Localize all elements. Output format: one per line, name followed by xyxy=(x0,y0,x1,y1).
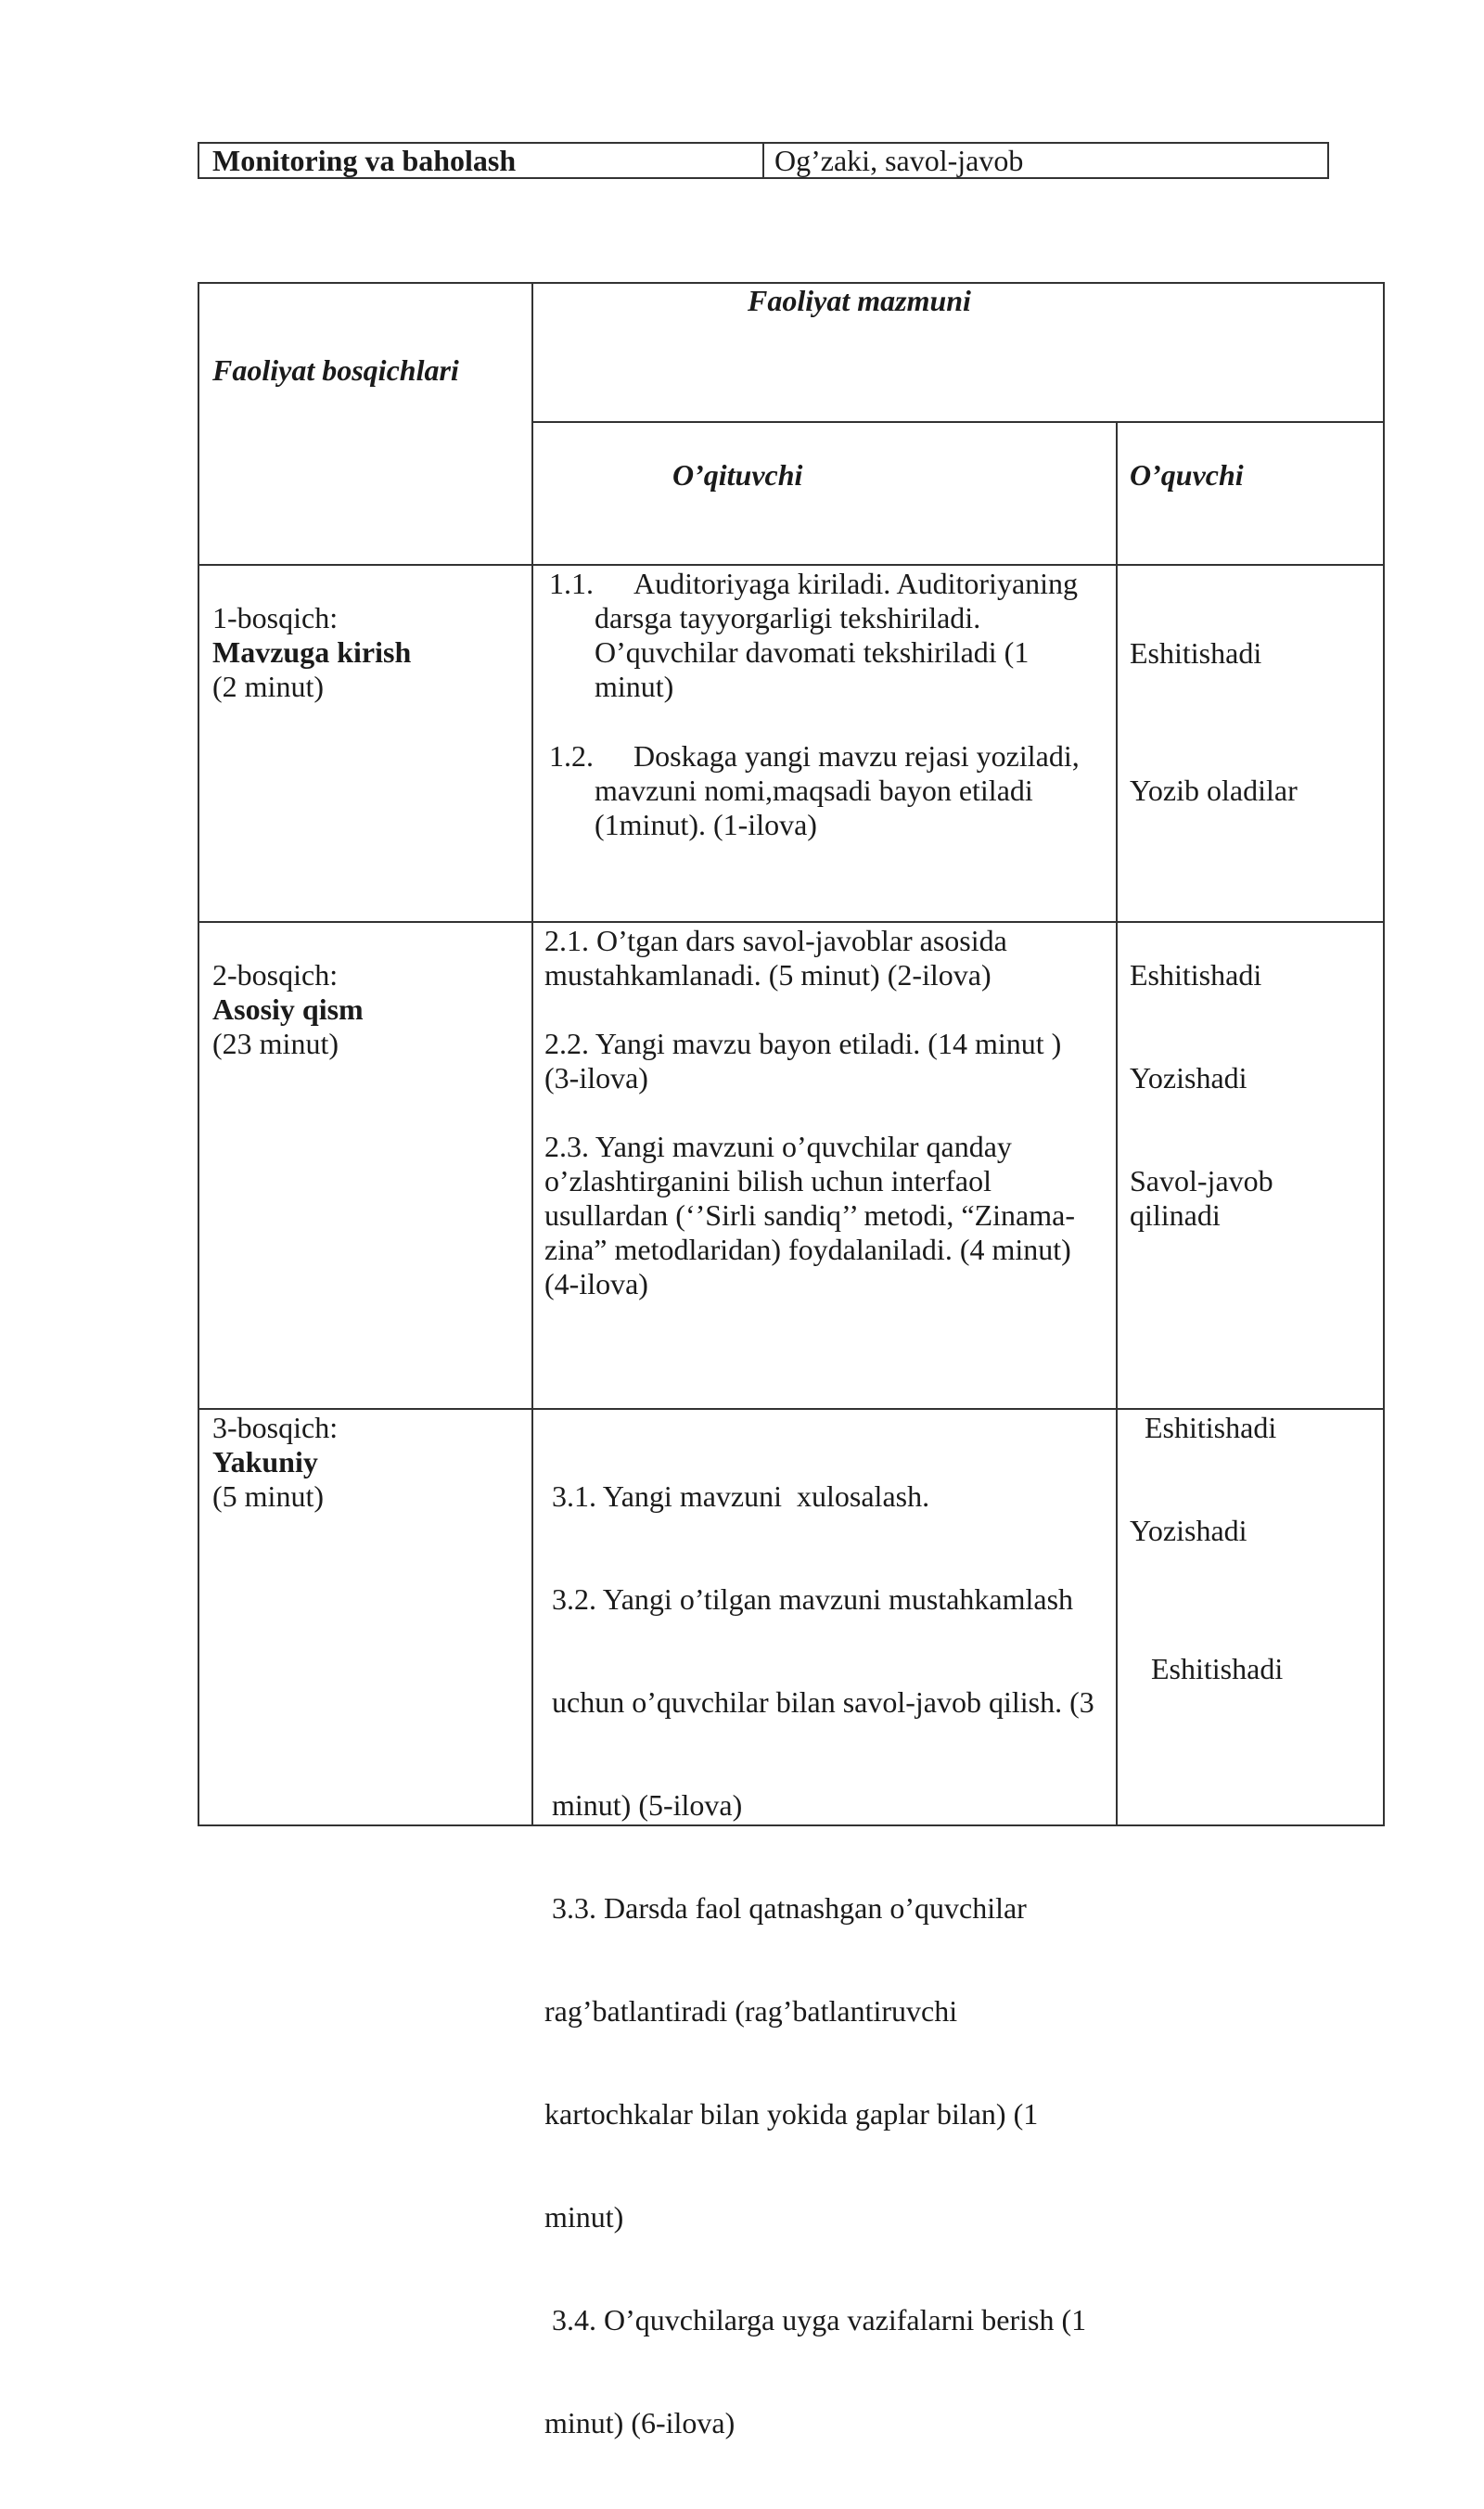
stage3-teacher-items xyxy=(544,1411,1094,2509)
stage2-teacher-item-3-line5: (4-ilova) xyxy=(544,1267,648,1300)
header-student: O’quvchi xyxy=(1130,458,1244,492)
stage3-teacher-line2: 3.2. Yangi o’tilgan mavzuni mustahkamlash xyxy=(544,1582,1074,1616)
stage3-teacher-line7: kartochkalar bilan yokida gaplar bilan) (1 xyxy=(544,2097,1039,2131)
stage2-teacher-item-3-line1: 2.3. Yangi mavzuni o’quvchilar qanday xyxy=(544,1130,1012,1163)
stage1-item-1-line3: O’quvchilar davomati tekshiriladi (1 xyxy=(595,635,1030,669)
stage3-student-3: Eshitishadi xyxy=(1151,1652,1284,1685)
stage3-student-1: Eshitishadi xyxy=(1145,1411,1277,1444)
stage3-student-2: Yozishadi xyxy=(1130,1514,1247,1547)
stage1-item-1-line1: Auditoriyaga kiriladi. Auditoriyaning xyxy=(633,567,1079,600)
stage2-student-1: Eshitishadi xyxy=(1130,958,1262,992)
stage1-title: Mavzuga kirish xyxy=(212,635,412,669)
stage3-teacher-line4: minut) (5-ilova) xyxy=(544,1788,743,1822)
monitoring-value: Og’zaki, savol-javob xyxy=(774,144,1024,177)
stage1-student-2: Yozib oladilar xyxy=(1130,774,1298,807)
stage3-teacher-line1: 3.1. Yangi mavzuni xulosalash. xyxy=(544,1479,930,1513)
stage3-label xyxy=(212,1411,338,1514)
header-stages: Faoliyat bosqichlari xyxy=(212,353,459,387)
stage1-item-1-line2: darsga tayyorgarligi tekshiriladi. xyxy=(595,601,981,634)
stage1-duration: (2 minut) xyxy=(212,670,324,703)
stage1-item-2-line1: Doskaga yangi mavzu rejasi yoziladi, xyxy=(633,739,1080,773)
stage2-teacher-item-1-line2: mustahkamlanadi. (5 minut) (2-ilova) xyxy=(544,958,991,992)
stage3-teacher-line6: rag’batlantiradi (rag’batlantiruvchi xyxy=(544,1994,958,2028)
stage2-duration: (23 minut) xyxy=(212,1027,339,1060)
stage2-teacher-item-2-line2: (3-ilova) xyxy=(544,1061,648,1094)
stage1-name: 1-bosqich: xyxy=(212,601,339,634)
stage3-duration: (5 minut) xyxy=(212,1479,324,1513)
stage2-teacher-item-2-line1: 2.2. Yangi mavzu bayon etiladi. (14 minut ) xyxy=(544,1027,1062,1060)
stage1-label xyxy=(212,601,411,704)
stage1-item-1-number: 1.1. xyxy=(549,567,594,600)
stage2-teacher-item-3-line4: zina” metodlaridan) foydalaniladi. (4 minut) xyxy=(544,1233,1071,1266)
stage3-teacher-line8: minut) xyxy=(544,2200,624,2234)
stage3-title: Yakuniy xyxy=(212,1445,318,1479)
stage3-teacher-line10: minut) (6-ilova) xyxy=(544,2406,736,2439)
stage2-student-3-line2: qilinadi xyxy=(1130,1198,1221,1232)
stage1-item-2-number: 1.2. xyxy=(549,739,594,773)
stage1-student-1: Eshitishadi xyxy=(1130,636,1262,670)
stage2-teacher-item-3-line3: usullardan (‘’Sirli sandiq’’ metodi, “Zinama- xyxy=(544,1198,1075,1232)
stage2-student-3 xyxy=(1130,1164,1273,1233)
stage2-teacher-item-1-line1: 2.1. O’tgan dars savol-javoblar asosida xyxy=(544,924,1007,957)
stage1-item-2-line2: mavzuni nomi,maqsadi bayon etiladi xyxy=(595,774,1033,807)
stage2-title: Asosiy qism xyxy=(212,992,364,1026)
stage2-name: 2-bosqich: xyxy=(212,958,339,992)
stage2-student-2: Yozishadi xyxy=(1130,1061,1247,1094)
stage3-teacher-line5: 3.3. Darsda faol qatnashgan o’quvchilar xyxy=(544,1891,1027,1925)
stage2-label xyxy=(212,958,364,1061)
monitoring-label: Monitoring va baholash xyxy=(212,144,517,177)
stage1-item-1-line4: minut) xyxy=(595,670,674,703)
stage3-name: 3-bosqich: xyxy=(212,1411,339,1444)
stage2-teacher-item-3 xyxy=(544,1130,1075,1301)
stage3-teacher-line3: uchun o’quvchilar bilan savol-javob qilish. (3 xyxy=(544,1685,1094,1719)
stage2-teacher-item-1 xyxy=(544,924,1007,992)
header-content: Faoliyat mazmuni xyxy=(748,284,971,317)
stage2-teacher-item-2 xyxy=(544,1027,1061,1095)
stage2-teacher-item-3-line2: o’zlashtirganini bilish uchun interfaol xyxy=(544,1164,991,1197)
stage1-item-2-line3: (1minut). (1-ilova) xyxy=(595,808,817,841)
stage2-student-3-line1: Savol-javob xyxy=(1130,1164,1273,1197)
header-teacher: O’qituvchi xyxy=(672,458,803,492)
stage3-teacher-line9: 3.4. O’quvchilarga uyga vazifalarni berish (1 xyxy=(544,2303,1087,2336)
